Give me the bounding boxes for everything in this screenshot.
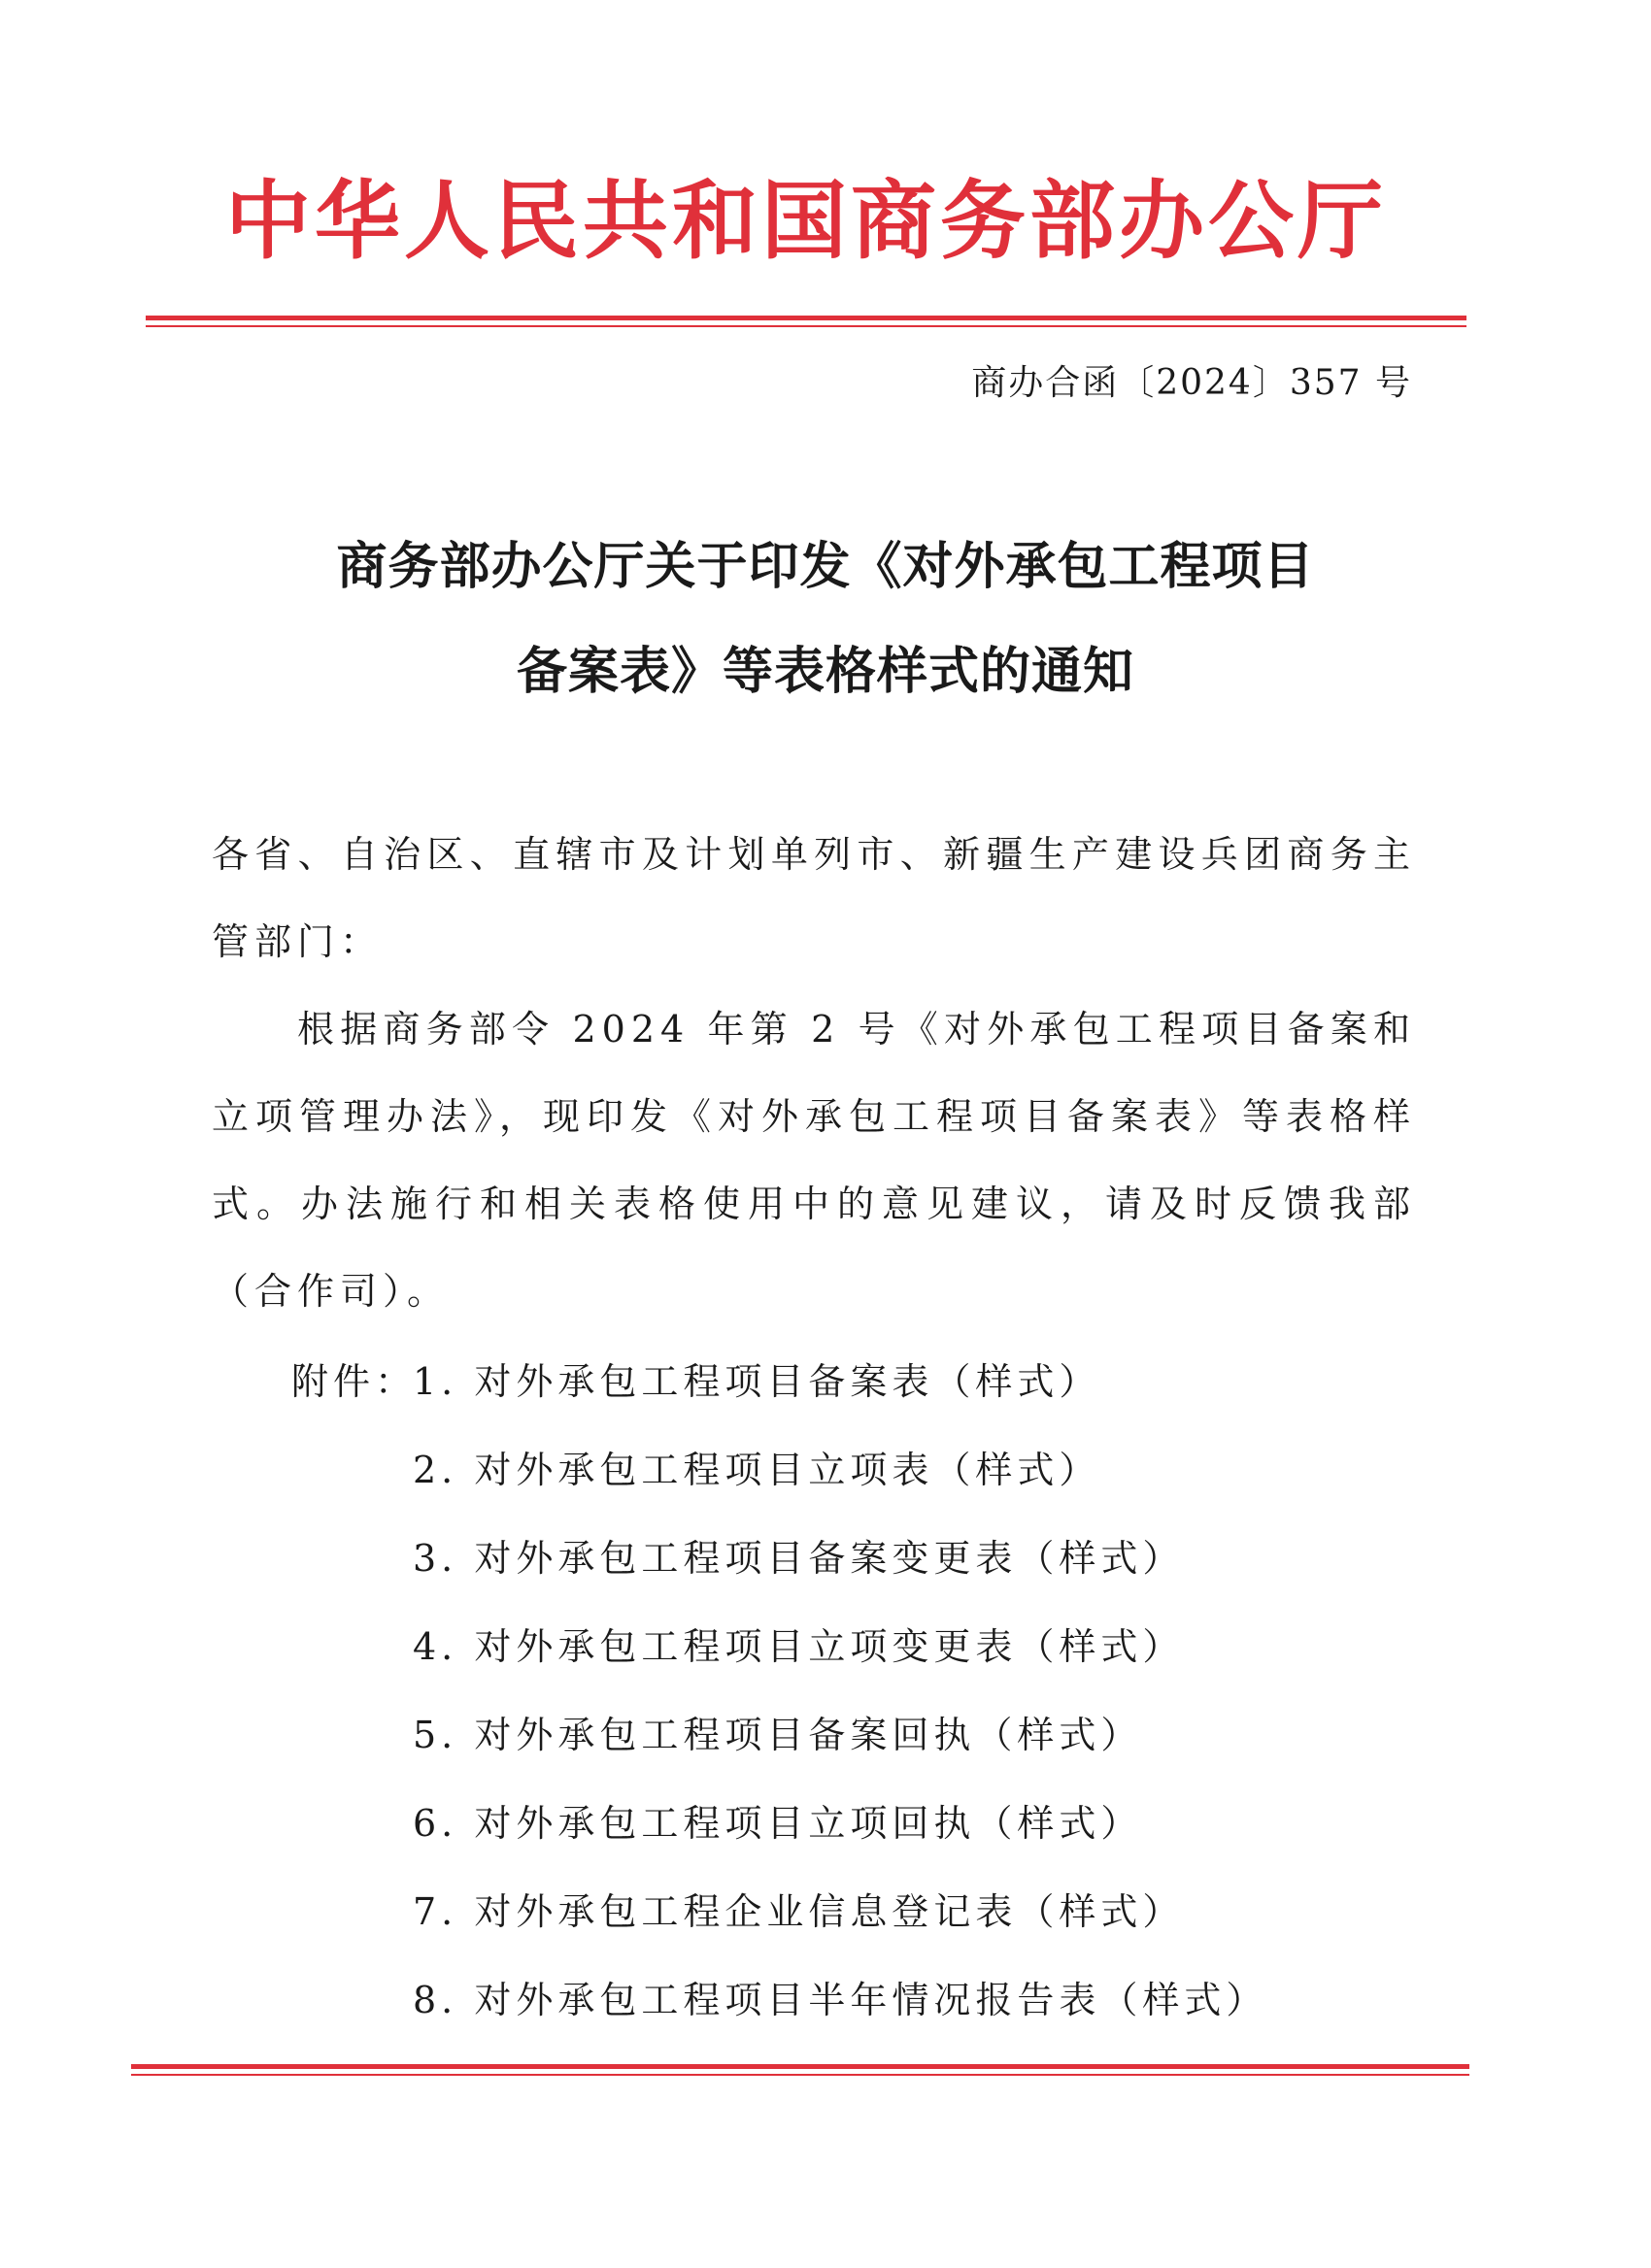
attachment-item-text: 7. 对外承包工程企业信息登记表（样式）: [413, 1890, 1185, 1933]
attachment-item: [291, 1691, 1267, 1780]
attachment-item: [291, 1780, 1267, 1868]
attachment-item: [291, 1426, 1267, 1515]
attachment-item: [291, 1956, 1267, 2045]
attachment-item: [291, 1603, 1267, 1691]
body-paragraph: 根据商务部令 2024 年第 2 号《对外承包工程项目备案和立项管理办法》，现印发《对外承包工程项目备案表》等表格样式。办法施行和相关表格使用中的意见建议，请及时反馈我部（合作司）。: [212, 1008, 1416, 1313]
attachment-item-text: 1. 对外承包工程项目备案表（样式）: [413, 1360, 1101, 1403]
attachment-item-text: 3. 对外承包工程项目备案变更表（样式）: [413, 1537, 1185, 1580]
addressee: 各省、自治区、直辖市及计划单列市、新疆生产建设兵团商务主管部门：: [212, 833, 1416, 963]
document-title: [194, 515, 1457, 724]
attachment-item-text: 2. 对外承包工程项目立项表（样式）: [413, 1449, 1101, 1491]
header-rule-thick-line: [146, 316, 1466, 320]
attachments-label: 附件：: [291, 1360, 418, 1403]
document-number: 商办合函〔2024〕357 号: [971, 363, 1412, 403]
issuing-organization-header: 中华人民共和国商务部办公厅: [224, 171, 1387, 271]
attachments-list: [291, 1338, 1267, 2045]
attachment-item: [291, 1338, 1267, 1426]
header-rule-thin-line: [146, 325, 1466, 327]
attachment-item-text: 6. 对外承包工程项目立项回执（样式）: [413, 1802, 1143, 1845]
footer-rule-thick-line: [131, 2064, 1469, 2069]
attachment-item: [291, 1868, 1267, 1956]
footer-rule-thin-line: [131, 2074, 1469, 2076]
document-body: [212, 811, 1416, 1335]
attachment-item-text: 5. 对外承包工程项目备案回执（样式）: [413, 1714, 1143, 1756]
attachment-item-text: 8. 对外承包工程项目半年情况报告表（样式）: [413, 1979, 1268, 2021]
attachment-item-text: 4. 对外承包工程项目立项变更表（样式）: [413, 1625, 1185, 1668]
document-title-line-2: 备案表》等表格样式的通知: [516, 642, 1134, 701]
document-title-line-1: 商务部办公厅关于印发《对外承包工程项目: [336, 537, 1315, 596]
attachment-item: [291, 1515, 1267, 1603]
